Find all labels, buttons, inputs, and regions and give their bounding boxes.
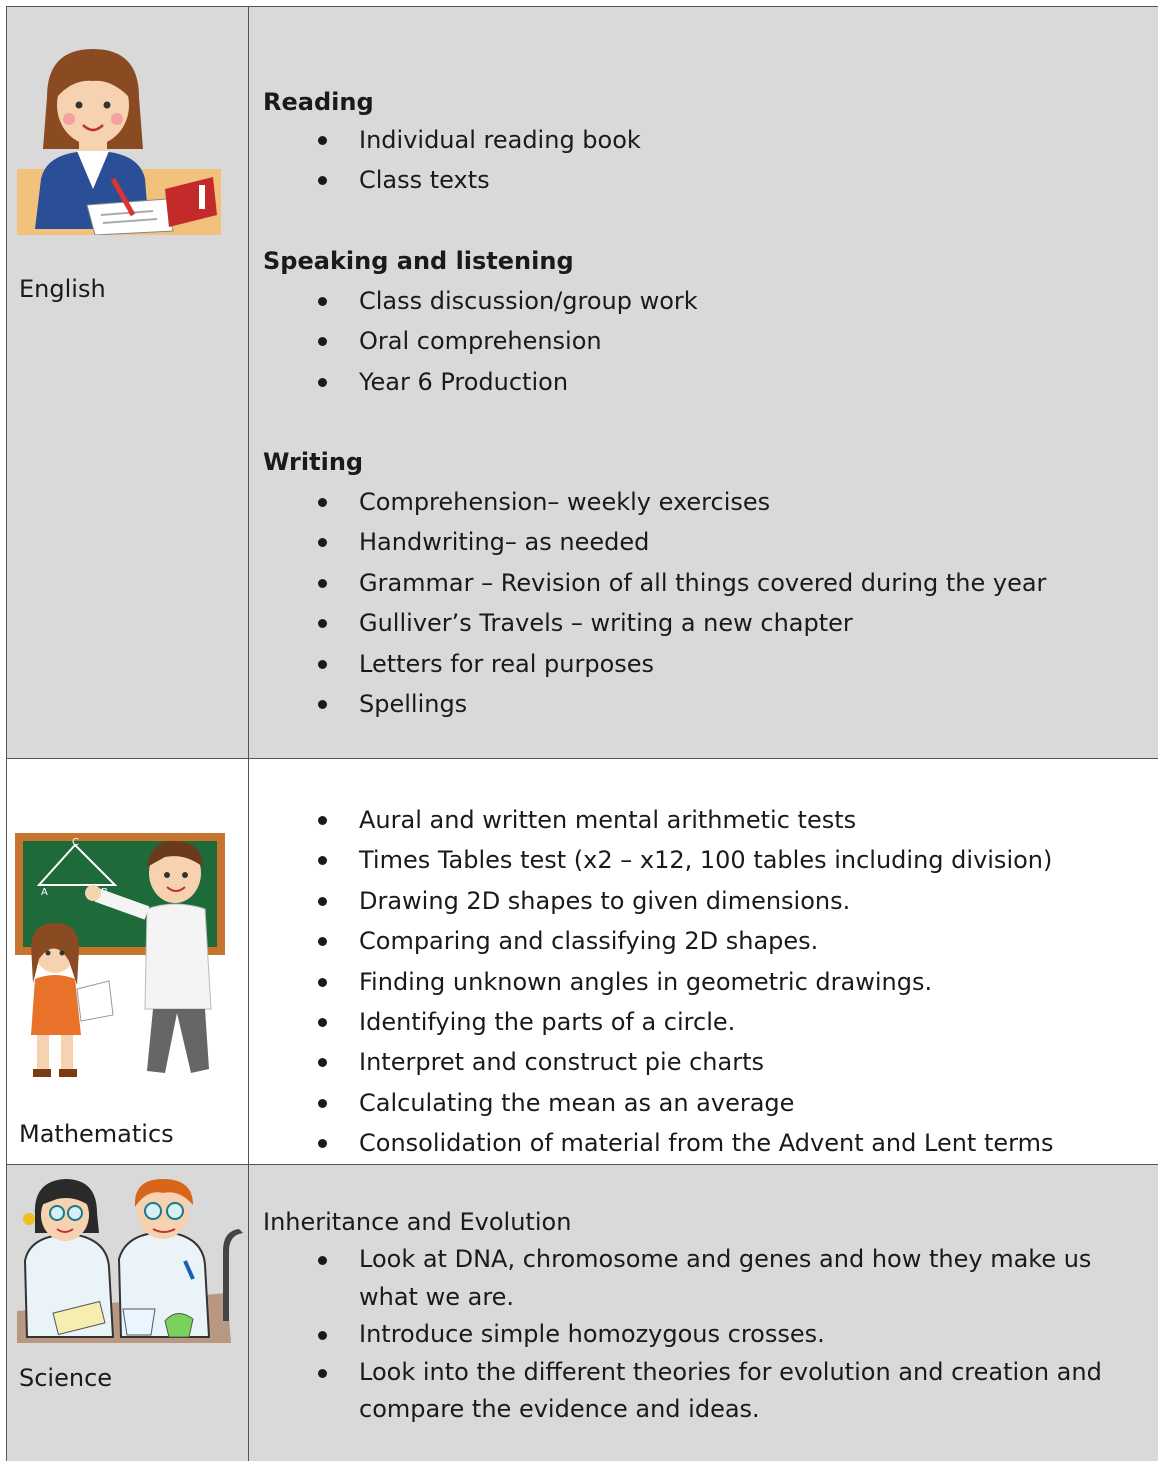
list-item: Introduce simple homozygous crosses. [263, 1316, 1153, 1354]
list-item: Spellings [263, 684, 1143, 724]
list-item: Gulliver’s Travels – writing a new chapter [263, 603, 1143, 643]
list-item: Individual reading book [263, 120, 1143, 160]
science-subject-cell [7, 1165, 249, 1461]
list-item: Oral comprehension [263, 321, 1143, 361]
science-row [7, 1165, 1158, 1461]
science-list [263, 1241, 1153, 1429]
subject-label-science: Science [19, 1364, 113, 1392]
list-item: Aural and written mental arithmetic tests [263, 800, 1143, 840]
section-heading-writing: Writing [263, 448, 364, 476]
speaking-list [263, 281, 1143, 402]
english-row [7, 7, 1158, 759]
list-item: Letters for real purposes [263, 644, 1143, 684]
curriculum-table [6, 6, 1158, 1461]
list-item: Comprehension– weekly exercises [263, 482, 1143, 522]
list-item: Class texts [263, 160, 1143, 200]
reading-list [263, 120, 1143, 201]
mathematics-subject-cell [7, 759, 249, 1164]
list-item: Handwriting– as needed [263, 522, 1143, 562]
teacher-writing-illustration [17, 39, 221, 235]
science-students-illustration [17, 1171, 247, 1343]
list-item: Comparing and classifying 2D shapes. [263, 921, 1143, 961]
list-item: Times Tables test (x2 – x12, 100 tables including division) [263, 840, 1143, 880]
list-item: Identifying the parts of a circle. [263, 1002, 1143, 1042]
subject-label-english: English [19, 275, 106, 303]
list-item: Drawing 2D shapes to given dimensions. [263, 881, 1143, 921]
mathematics-row [7, 759, 1158, 1165]
board-label-c: C [72, 837, 79, 848]
list-item: Look at DNA, chromosome and genes and how they make us what we are. [263, 1241, 1153, 1316]
science-topic-heading: Inheritance and Evolution [263, 1208, 572, 1236]
mathematics-list [263, 800, 1143, 1164]
list-item: Consolidation of material from the Advent and Lent terms [263, 1123, 1143, 1163]
teacher-blackboard-illustration [15, 833, 225, 1079]
list-item: Interpret and construct pie charts [263, 1042, 1143, 1082]
section-heading-reading: Reading [263, 88, 374, 116]
english-subject-cell [7, 7, 249, 758]
list-item: Class discussion/group work [263, 281, 1143, 321]
list-item: Calculating the mean as an average [263, 1083, 1143, 1123]
writing-list [263, 482, 1143, 724]
list-item: Year 6 Production [263, 362, 1143, 402]
list-item: Finding unknown angles in geometric drawings. [263, 962, 1143, 1002]
subject-label-mathematics: Mathematics [19, 1120, 174, 1148]
list-item: Look into the different theories for evolution and creation and compare the evidence and ideas. [263, 1354, 1153, 1429]
list-item: Grammar – Revision of all things covered during the year [263, 563, 1143, 603]
board-label-a: A [41, 887, 48, 898]
section-heading-speaking: Speaking and listening [263, 247, 574, 275]
